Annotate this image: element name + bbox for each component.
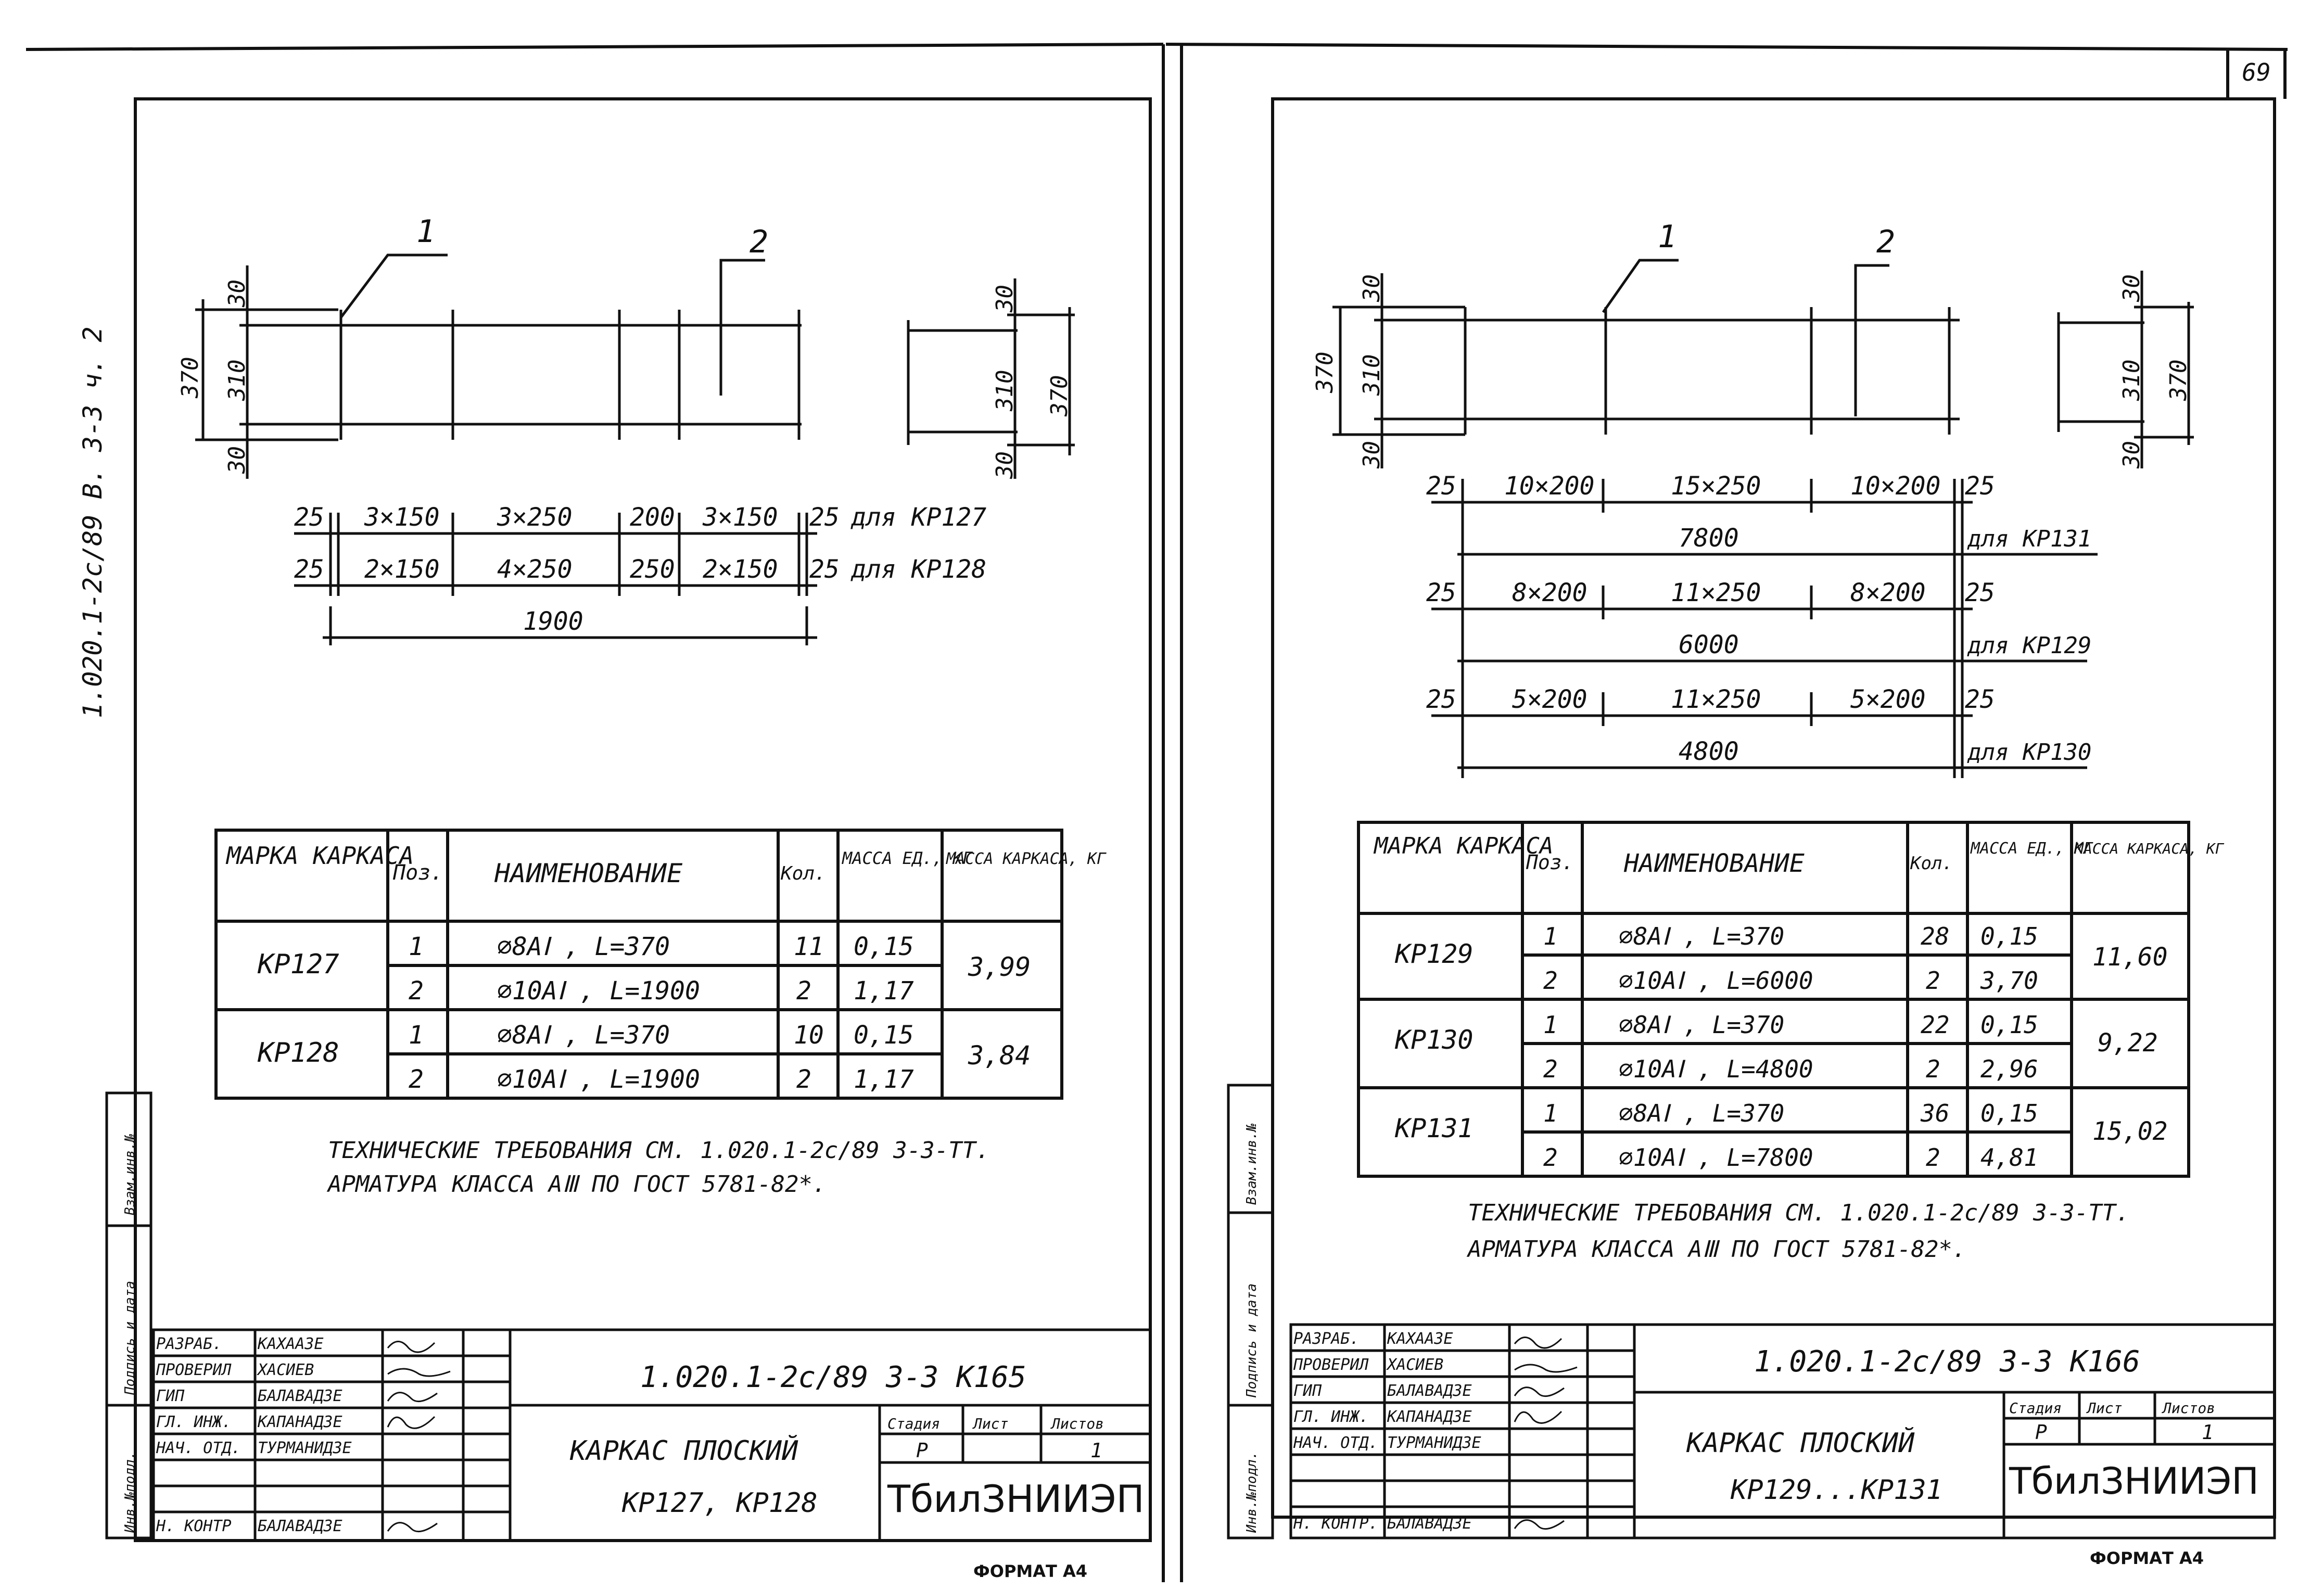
dim-370: 370 [1312, 351, 1338, 393]
table-qty: 28 [1921, 922, 1950, 950]
table-unit: 0,15 [1980, 922, 2038, 950]
table-unit: 4,81 [1980, 1143, 2038, 1172]
dim-label: 250 [630, 555, 675, 584]
table-header: Кол. [781, 863, 826, 884]
table-unit: 0,15 [1980, 1011, 2038, 1039]
role: ГЛ. ИНЖ. [1293, 1408, 1369, 1426]
table-unit: 2,96 [1980, 1055, 2038, 1083]
dim-370: 370 [2165, 359, 2192, 401]
table-header: Поз. [1526, 851, 1574, 874]
dim-310: 310 [2118, 359, 2145, 401]
table-header: МАССА ЕД., КГ [842, 848, 973, 868]
person-name: БАЛАВАДЗЕ [258, 1517, 342, 1535]
stage-header: Стадия [887, 1415, 941, 1432]
table-name: ⌀10АⅠ , L=6000 [1619, 966, 1813, 995]
sheet-title-line2: КР127, КР128 [622, 1487, 818, 1519]
dim-note: для КР131 [1967, 526, 2092, 552]
table-pos: 2 [1543, 1143, 1558, 1172]
format-label: ФОРМАТ А4 [973, 1561, 1087, 1581]
person-name: ХАСИЕВ [258, 1361, 314, 1379]
dim-label: 11×250 [1671, 578, 1761, 607]
org-name: ТбилЗНИИЭП [2009, 1460, 2259, 1503]
sheets-header: Листов [1051, 1415, 1104, 1432]
table-header: МАССА КАРКАСА, КГ [946, 850, 1107, 868]
format-label: ФОРМАТ А4 [2090, 1548, 2204, 1568]
dim-label: 10×200 [1850, 472, 1941, 501]
note-line: ТЕХНИЧЕСКИЕ ТРЕБОВАНИЯ СМ. 1.020.1-2с/89 3-3-ТТ. [328, 1137, 990, 1164]
dim-30: 30 [224, 279, 250, 307]
callout-1: 1 [1658, 219, 1677, 255]
table-name: ⌀8АⅠ , L=370 [497, 932, 670, 961]
dim-label: 25 [809, 555, 840, 584]
table-mass: 9,22 [2098, 1028, 2158, 1058]
table-qty: 2 [1926, 1143, 1940, 1172]
table-pos: 1 [1543, 922, 1558, 950]
person-name: КАХААЗЕ [258, 1335, 324, 1353]
person-name: КАПАНАДЗЕ [1387, 1408, 1472, 1426]
strip-field: Взам.инв.№ [122, 1134, 138, 1215]
sheets-value: 1 [2202, 1421, 2214, 1444]
table-qty: 2 [1926, 966, 1940, 995]
stage-header: Стадия [2009, 1400, 2062, 1417]
table-pos: 1 [409, 1021, 424, 1050]
title-block-right-people [1293, 1330, 1481, 1533]
table-qty: 2 [796, 1065, 811, 1094]
strip-field: Взам.инв.№ [1244, 1123, 1260, 1205]
sheet-title-line1: КАРКАС ПЛОСКИЙ [570, 1435, 798, 1467]
table-header: Поз. [393, 861, 443, 885]
dim-label: 5×200 [1850, 685, 1926, 714]
table-unit: 3,70 [1980, 966, 2038, 995]
table-unit: 1,17 [854, 1065, 914, 1094]
stage-value: Р [916, 1439, 928, 1462]
table-header: НАИМЕНОВАНИЕ [1624, 849, 1805, 878]
dim-310: 310 [992, 370, 1018, 411]
dim-label: 25 [1426, 578, 1456, 607]
strip-field: Инв.№подл. [122, 1451, 138, 1533]
table-pos: 1 [1543, 1099, 1558, 1127]
table-pos: 1 [409, 932, 424, 961]
doc-code: 1.020.1-2с/89 3-3 К165 [640, 1360, 1026, 1394]
sheet-number: 69 [2242, 58, 2271, 86]
table-header: МАРКА КАРКАСА [226, 842, 414, 870]
callout-2: 2 [1876, 224, 1896, 260]
dim-310: 310 [1358, 354, 1385, 396]
table-qty: 10 [794, 1021, 824, 1050]
dim-label: 25 [1426, 685, 1456, 714]
frame-drawing-kr127 [195, 255, 1075, 645]
role: ПРОВЕРИЛ [1293, 1356, 1369, 1374]
role: Н. КОНТР. [1293, 1515, 1378, 1533]
role: ПРОВЕРИЛ [156, 1361, 232, 1379]
note-line: АРМАТУРА КЛАССА АⅢ ПО ГОСТ 5781-82*. [328, 1171, 827, 1198]
role: ГИП [1293, 1382, 1322, 1400]
person-name: ТУРМАНИДЗЕ [1387, 1434, 1481, 1452]
person-name: БАЛАВАДЗЕ [258, 1387, 342, 1405]
table-mark: КР130 [1395, 1025, 1474, 1055]
table-pos: 2 [409, 976, 424, 1006]
table-mark: КР127 [258, 949, 339, 980]
sheets-header: Листов [2163, 1400, 2216, 1417]
stage-value: Р [2035, 1421, 2047, 1444]
signature-marks-right [1515, 1338, 1577, 1529]
dim-30: 30 [992, 451, 1018, 479]
sheet-title-line1: КАРКАС ПЛОСКИЙ [1686, 1428, 1915, 1459]
table-name: ⌀10АⅠ , L=1900 [497, 1065, 700, 1094]
role: ГИП [156, 1387, 185, 1405]
dim-310: 310 [224, 359, 250, 401]
dim-370: 370 [177, 357, 204, 398]
person-name: БАЛАВАДЗЕ [1387, 1382, 1472, 1400]
table-mark: КР128 [258, 1037, 339, 1069]
table-header: НАИМЕНОВАНИЕ [494, 858, 683, 888]
note-line: АРМАТУРА КЛАССА АⅢ ПО ГОСТ 5781-82*. [1468, 1236, 1966, 1263]
strip-field: Инв.№подл. [1244, 1451, 1260, 1533]
dim-total: 1900 [523, 607, 583, 636]
dim-total: 6000 [1679, 630, 1739, 659]
table-mark: КР129 [1395, 939, 1474, 969]
strip-field: Подпись и дата [1244, 1283, 1260, 1397]
frame-drawing-kr129 [1332, 260, 2194, 778]
table-header: Кол. [1910, 853, 1953, 874]
person-name: ТУРМАНИДЗЕ [258, 1439, 352, 1457]
table-header: МАССА КАРКАСА, КГ [2075, 840, 2224, 857]
sheets-value: 1 [1090, 1439, 1102, 1462]
doc-code: 1.020.1-2с/89 3-3 К166 [1754, 1345, 2140, 1379]
dim-note: для КР130 [1967, 739, 2092, 766]
dim-label: 200 [630, 503, 675, 532]
table-name: ⌀8АⅠ , L=370 [1619, 1099, 1785, 1127]
dim-label: 25 [1426, 472, 1456, 501]
dim-note: для КР127 [851, 503, 987, 532]
org-name: ТбилЗНИИЭП [887, 1477, 1145, 1521]
person-name: КАПАНАДЗЕ [258, 1413, 342, 1431]
table-unit: 0,15 [854, 1021, 914, 1050]
table-header: МАРКА КАРКАСА [1374, 833, 1554, 859]
table-name: ⌀10АⅠ , L=4800 [1619, 1055, 1813, 1083]
note-line: ТЕХНИЧЕСКИЕ ТРЕБОВАНИЯ СМ. 1.020.1-2с/89 3-3-ТТ. [1468, 1200, 2130, 1226]
dim-label: 3×250 [497, 503, 573, 532]
role: НАЧ. ОТД. [1293, 1434, 1378, 1452]
dim-30: 30 [992, 285, 1018, 312]
callout-2: 2 [750, 224, 769, 260]
table-unit: 0,15 [854, 932, 914, 961]
signature-marks-left [388, 1342, 450, 1532]
sheet-header: Лист [973, 1415, 1009, 1432]
table-mass: 3,99 [968, 952, 1031, 982]
sheet-header: Лист [2087, 1400, 2123, 1417]
role: НАЧ. ОТД. [156, 1439, 241, 1457]
strip-field: Подпись и дата [122, 1280, 138, 1395]
role: Н. КОНТР [156, 1517, 232, 1535]
sheet-title-line2: КР129...КР131 [1731, 1474, 1942, 1506]
dim-30: 30 [2118, 274, 2145, 302]
dim-label: 8×200 [1512, 578, 1588, 607]
dim-label: 25 [294, 555, 324, 584]
dim-label: 4×250 [497, 555, 573, 584]
dim-370: 370 [1046, 375, 1073, 416]
doc-code-vertical: 1.020.1-2с/89 В. 3-3 ч. 2 [78, 326, 108, 718]
role: РАЗРАБ. [156, 1335, 222, 1353]
table-name: ⌀8АⅠ , L=370 [1619, 922, 1785, 950]
callout-1: 1 [416, 213, 436, 250]
table-qty: 2 [1926, 1055, 1940, 1083]
dim-label: 10×200 [1504, 472, 1595, 501]
dim-label: 5×200 [1512, 685, 1588, 714]
dim-30: 30 [224, 446, 250, 474]
dim-30: 30 [2118, 441, 2145, 468]
table-mark: КР131 [1395, 1113, 1474, 1143]
table-name: ⌀10АⅠ , L=1900 [497, 976, 700, 1006]
table-mass: 3,84 [968, 1040, 1031, 1071]
table-name: ⌀8АⅠ , L=370 [1619, 1011, 1785, 1039]
person-name: ХАСИЕВ [1387, 1356, 1444, 1374]
dim-label: 2×150 [364, 555, 440, 584]
table-qty: 22 [1921, 1011, 1950, 1039]
dim-total: 7800 [1679, 524, 1739, 553]
dim-label: 25 [809, 503, 840, 532]
table-pos: 2 [409, 1065, 424, 1094]
table-name: ⌀10АⅠ , L=7800 [1619, 1143, 1813, 1172]
table-pos: 2 [1543, 966, 1558, 995]
person-name: БАЛАВАДЗЕ [1387, 1515, 1472, 1533]
dim-label: 25 [1965, 578, 1995, 607]
table-qty: 2 [796, 976, 811, 1006]
dim-label: 3×150 [364, 503, 440, 532]
dim-30: 30 [1358, 441, 1385, 468]
dim-total: 4800 [1679, 737, 1739, 766]
dim-label: 25 [294, 503, 324, 532]
dim-label: 11×250 [1671, 685, 1761, 714]
dim-label: 8×200 [1850, 578, 1926, 607]
table-mass: 15,02 [2092, 1117, 2168, 1146]
table-pos: 1 [1543, 1011, 1558, 1039]
table-unit: 1,17 [854, 976, 914, 1006]
dim-label: 25 [1965, 685, 1995, 714]
dim-30: 30 [1358, 274, 1385, 302]
table-qty: 36 [1921, 1099, 1950, 1127]
dim-label: 25 [1965, 472, 1995, 501]
dim-label: 3×150 [703, 503, 778, 532]
dim-note: для КР129 [1967, 632, 2092, 659]
dim-label: 15×250 [1671, 472, 1761, 501]
table-name: ⌀8АⅠ , L=370 [497, 1021, 670, 1050]
dim-label: 2×150 [703, 555, 778, 584]
table-pos: 2 [1543, 1055, 1558, 1083]
table-header: МАССА ЕД., КГ [1971, 839, 2093, 858]
role: РАЗРАБ. [1293, 1330, 1360, 1348]
dim-note: для КР128 [851, 555, 987, 584]
table-mass: 11,60 [2092, 943, 2168, 972]
role: ГЛ. ИНЖ. [156, 1413, 232, 1431]
table-unit: 0,15 [1980, 1099, 2038, 1127]
person-name: КАХААЗЕ [1387, 1330, 1453, 1348]
table-qty: 11 [794, 932, 824, 961]
